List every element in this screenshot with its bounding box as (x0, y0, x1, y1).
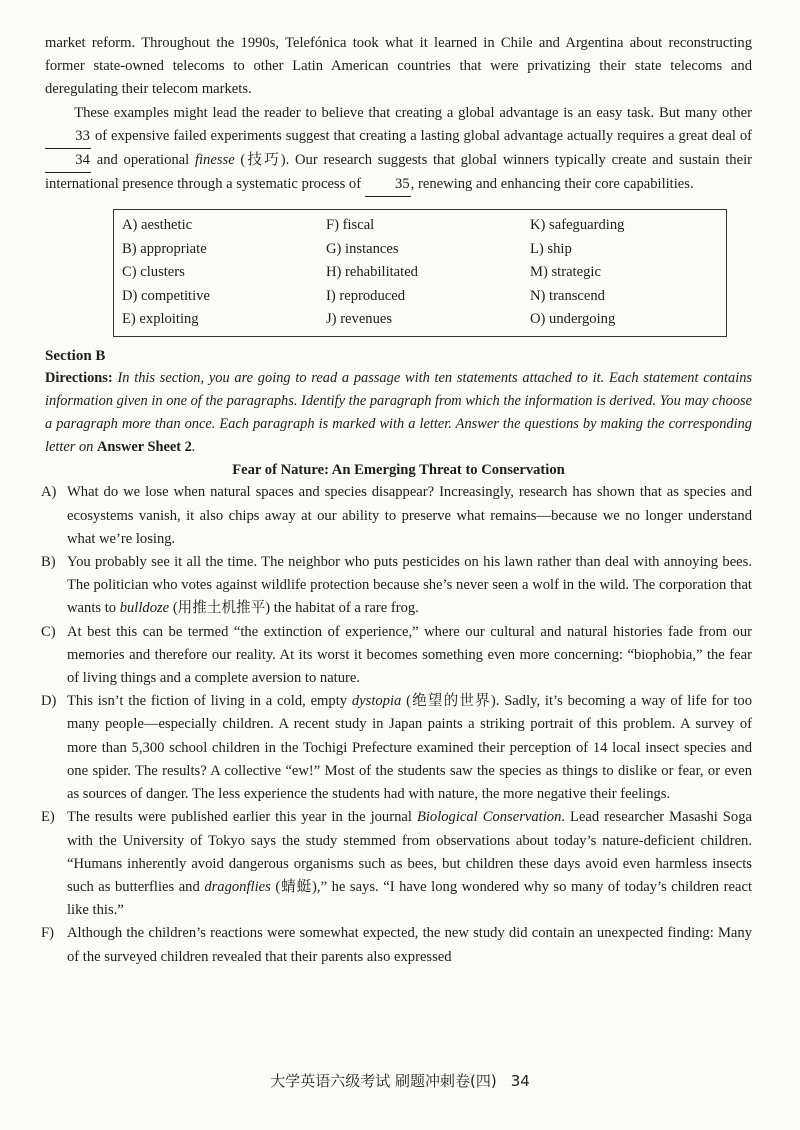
page-footer (0, 1070, 800, 1091)
page-number: 34 (510, 1072, 530, 1090)
option-a: A) aesthetic (122, 217, 193, 234)
paragraph-b: B) You probably see it all the time. The neighbor who puts pesticides on his lawn rather than deal with annoying bees. The politician who votes against wildlife protection because she’s never seen a wolf in the wild. The corporation that wants to bulldoze (用推土机推平) the habitat of a rare frog. (45, 551, 752, 621)
option-c: C) clusters (122, 264, 185, 281)
page-content (41, 32, 752, 969)
word-bank-column-2 (318, 214, 522, 331)
option-b: B) appropriate (122, 240, 207, 257)
option-l: L) ship (530, 240, 572, 257)
paragraph-letter: F) (41, 925, 54, 942)
paragraph-letter: B) (41, 554, 56, 571)
word-bank-box (113, 209, 727, 337)
option-i: I) reproduced (326, 287, 406, 304)
paragraph-letter: D) (41, 693, 57, 710)
paragraph-d: D) This isn’t the fiction of living in a cold, empty dystopia (绝望的世界). Sadly, it’s becoming a way of life for too many people—especially children. A recent study in Japan paints a striking portrait of this problem. A survey of more than 5,300 school children in the Tochigi Prefecture examined their perception of 14 local insect species and one spider. The results? A collective “ew!” Most of the students saw the species as things to dislike or fear, or even as sources of danger. The less experience the students had with nature, the more negative their feelings. (45, 690, 752, 806)
option-n: N) transcend (530, 287, 605, 304)
paragraph-c: C) At best this can be termed “the extinction of experience,” where our cultural and natural histories fade from our memories and therefore our reality. At its worst it becomes something even more concerning: “biophobia,” the fear of living things and a complete aversion to nature. (45, 621, 752, 691)
blank-35: 35 (365, 173, 411, 197)
directions-label: Directions: (45, 370, 113, 387)
option-f: F) fiscal (326, 217, 375, 234)
option-o: O) undergoing (530, 311, 616, 328)
section-title: Section B (45, 348, 106, 365)
option-e: E) exploiting (122, 311, 199, 328)
paragraph-a: A) What do we lose when natural spaces and species disappear? Increasingly, research has shown that as species and ecosystems vanish, it also chips away at our ability to preserve what remains—because we no longer understand what we’re losing. (45, 481, 752, 551)
paragraph-continuation: market reform. Throughout the 1990s, Telefónica took what it learned in Chile and Argentina about reconstructing former state-owned telecoms to other Latin American countries that were privatizing their state telecoms and deregulating their telecom markets. (45, 35, 752, 98)
paragraph-f: F) Although the children’s reactions were somewhat expected, the new study did contain an unexpected finding: Many of the surveyed children revealed that their parents also expressed (45, 922, 752, 968)
option-j: J) revenues (326, 311, 393, 328)
option-h: H) rehabilitated (326, 264, 418, 281)
option-d: D) competitive (122, 287, 210, 304)
directions: Directions: In this section, you are going to read a passage with ten statements attached to it. Each statement contains information given in one of the paragraphs. Identify the paragraph from which the information is derived. You may choose a paragraph more than once. Each paragraph is marked with a letter. Answer the questions by making the corresponding letter on Answer Sheet 2. (45, 370, 752, 456)
option-g: G) instances (326, 240, 399, 257)
blank-34: 34 (45, 149, 91, 173)
option-m: M) strategic (530, 264, 601, 281)
footer-title: 大学英语六级考试 刷题冲刺卷(四) (270, 1072, 497, 1090)
paragraph-letter: C) (41, 623, 56, 640)
paragraph-letter: E) (41, 809, 55, 826)
blank-33: 33 (45, 125, 91, 149)
passage-title: Fear of Nature: An Emerging Threat to Conservation (232, 462, 565, 479)
cloze-paragraph: These examples might lead the reader to believe that creating a global advantage is an easy task. But many other 33 of expensive failed experiments suggest that creating a lasting global advantage actually requires a great deal of 34 and operational finesse (技巧). Our research suggests that global winners typically create and sustain their international presence through a systematic process of 35, renewing and enhancing their core capabilities. (45, 102, 752, 198)
word-bank-column-1 (114, 214, 318, 331)
paragraph-e: E) The results were published earlier this year in the journal Biological Conservation. Lead researcher Masashi Soga with the University of Tokyo says the study stemmed from observations about today’s nature-deficient children. “Humans inherently avoid dangerous organisms such as bees, but children these days avoid even harmless insects such as butterflies and dragonflies (蜻蜓),” he says. “I have long wondered why so many of today’s children react like this.” (45, 806, 752, 922)
paragraph-letter: A) (41, 484, 57, 501)
word-bank-column-3 (522, 214, 726, 331)
option-k: K) safeguarding (530, 217, 625, 234)
